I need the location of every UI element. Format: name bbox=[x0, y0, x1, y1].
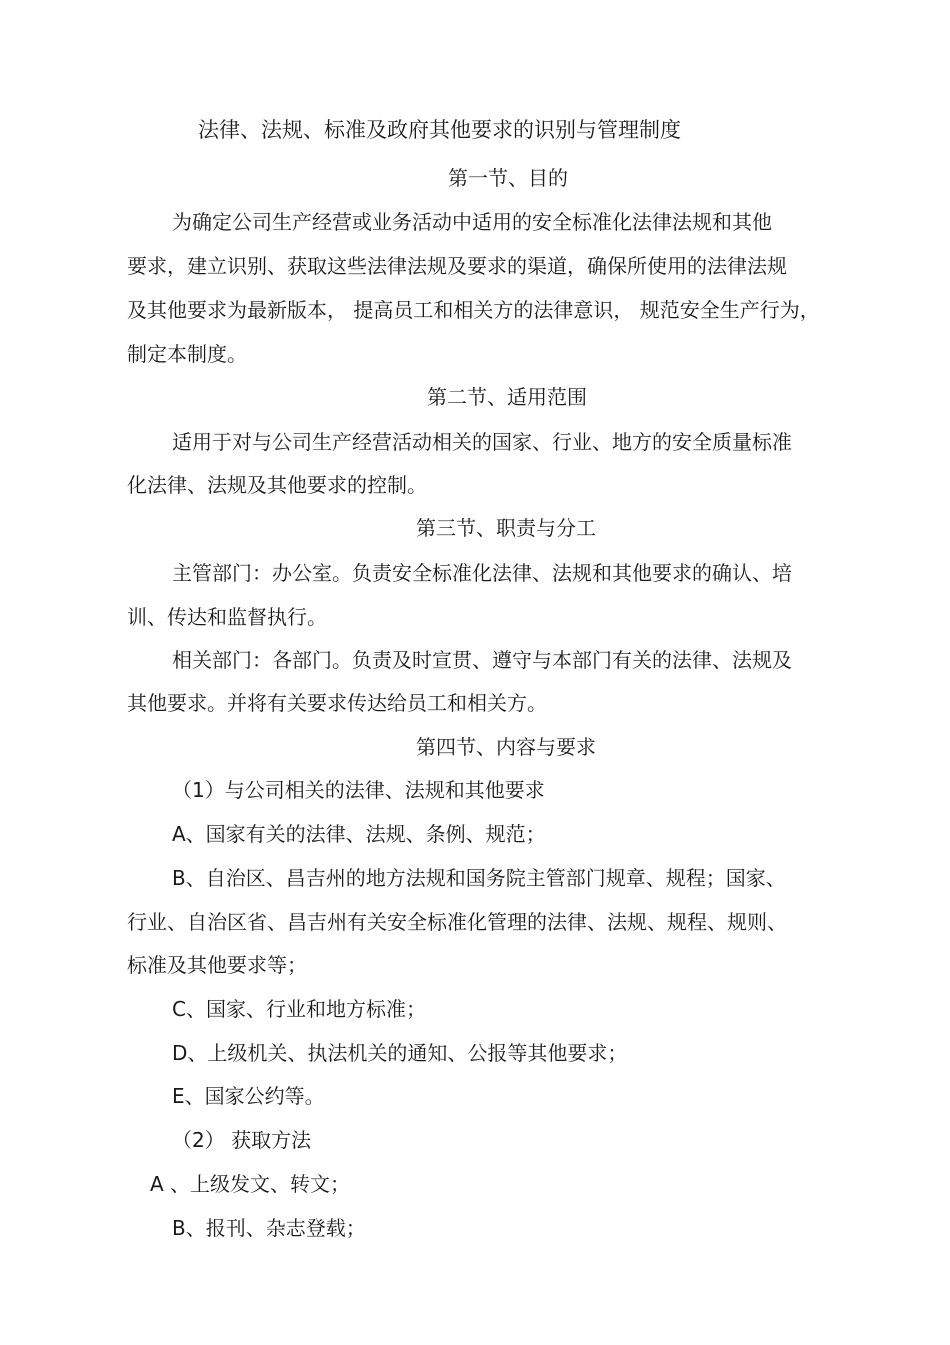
list-item: E、国家公约等。 bbox=[172, 1084, 325, 1108]
paragraph-line: 制定本制度。 bbox=[127, 342, 247, 366]
document-title: 法律、法规、标准及政府其他要求的识别与管理制度 bbox=[198, 118, 681, 142]
paragraph-line: 训、传达和监督执行。 bbox=[127, 605, 327, 629]
paragraph-line: 相关部门：各部门。负责及时宣贯、遵守与本部门有关的法律、法规及 bbox=[172, 648, 792, 672]
paragraph-line: 主管部门：办公室。负责安全标准化法律、法规和其他要求的确认、培 bbox=[172, 561, 792, 585]
list-item: A 、上级发文、转文； bbox=[150, 1172, 351, 1196]
subsection-heading: （2） 获取方法 bbox=[172, 1128, 312, 1152]
paragraph-line: 适用于对与公司生产经营活动相关的国家、行业、地方的安全质量标准 bbox=[172, 430, 792, 454]
paragraph-line: 及其他要求为最新版本， 提高员工和相关方的法律意识， 规范安全生产行为， bbox=[127, 298, 820, 322]
paragraph-line: 其他要求。并将有关要求传达给员工和相关方。 bbox=[127, 691, 547, 715]
section-1-heading: 第一节、目的 bbox=[448, 166, 568, 190]
paragraph-line: 化法律、法规及其他要求的控制。 bbox=[127, 473, 427, 497]
paragraph-line: 为确定公司生产经营或业务活动中适用的安全标准化法律法规和其他 bbox=[172, 210, 772, 234]
paragraph-line: 要求，建立识别、获取这些法律法规及要求的渠道，确保所使用的法律法规 bbox=[127, 254, 787, 278]
list-item: D、上级机关、执法机关的通知、公报等其他要求； bbox=[172, 1041, 628, 1065]
list-item: C、国家、行业和地方标准； bbox=[172, 997, 426, 1021]
list-item: A、国家有关的法律、法规、条例、规范； bbox=[172, 822, 546, 846]
section-2-heading: 第二节、适用范围 bbox=[427, 385, 587, 409]
list-item: B、自治区、昌吉州的地方法规和国务院主管部门规章、规程；国家、 bbox=[172, 866, 786, 890]
section-3-heading: 第三节、职责与分工 bbox=[416, 516, 596, 540]
list-item: B、报刊、杂志登载； bbox=[172, 1216, 366, 1240]
list-item-continuation: 标准及其他要求等； bbox=[127, 953, 307, 977]
subsection-heading: （1）与公司相关的法律、法规和其他要求 bbox=[172, 778, 545, 802]
section-4-heading: 第四节、内容与要求 bbox=[416, 735, 596, 759]
list-item-continuation: 行业、自治区省、昌吉州有关安全标准化管理的法律、法规、规程、规则、 bbox=[127, 910, 787, 934]
